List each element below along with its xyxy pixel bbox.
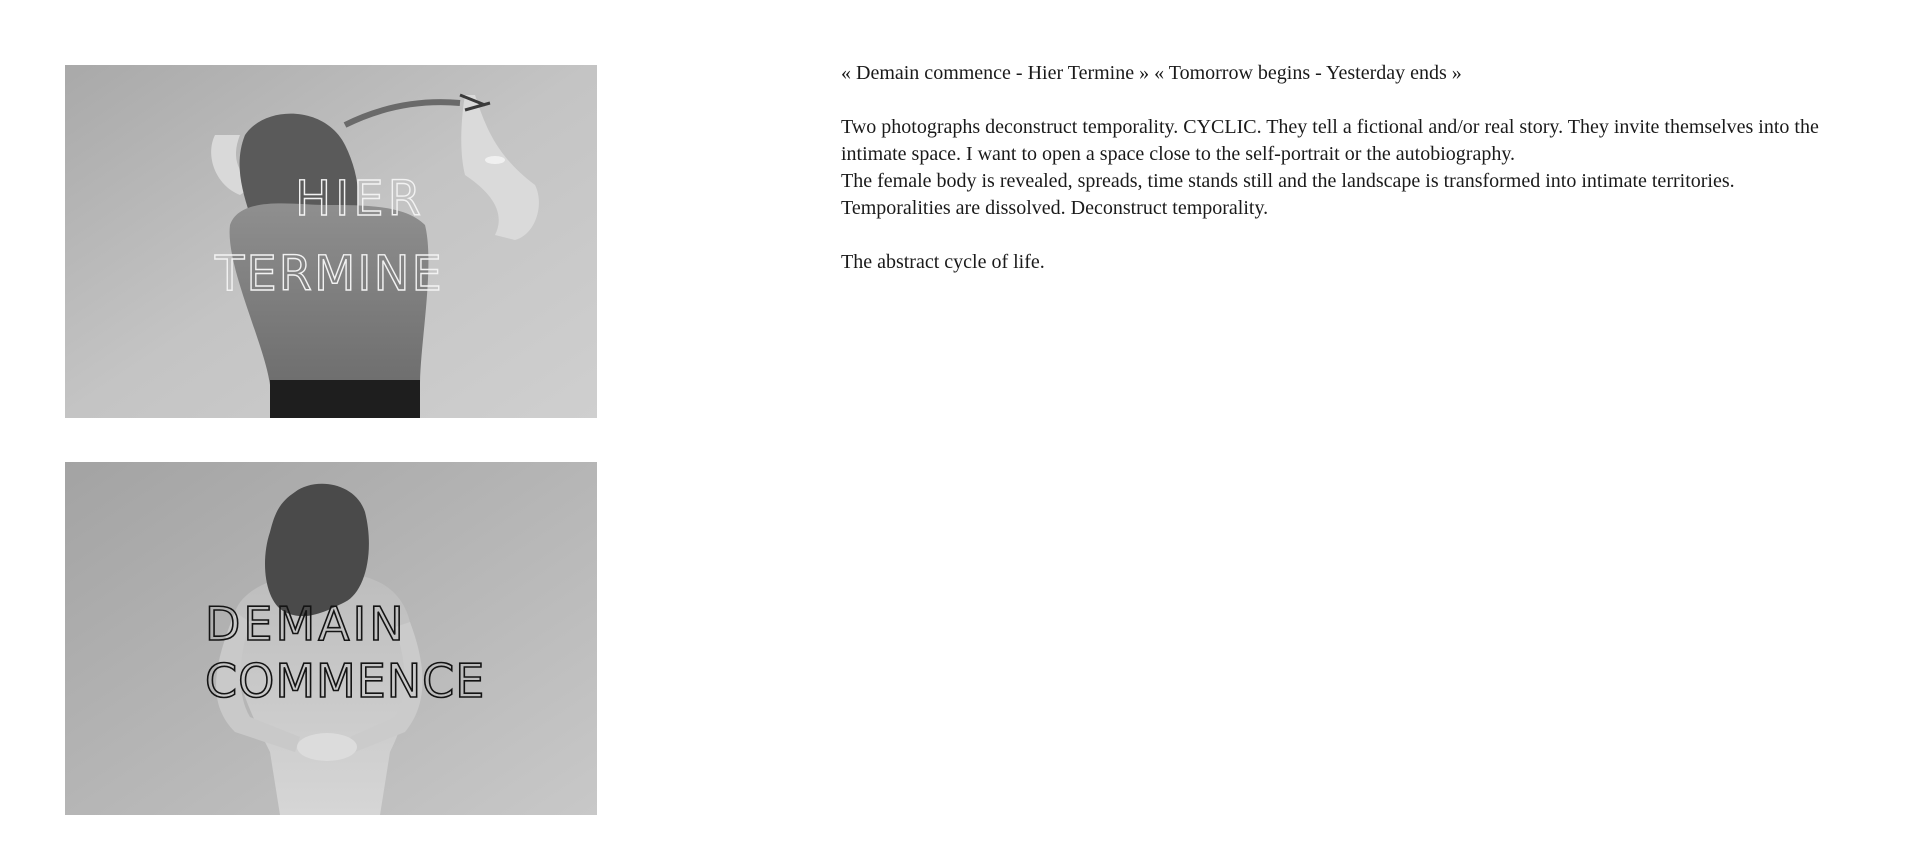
description-column [841,60,1851,276]
photo-hier-termine [65,65,597,418]
photo-demain-commence-illustration [65,462,597,815]
paragraph-1-line-3: Temporalities are dissolved. Deconstruct temporality. [841,197,1269,219]
paragraph-2: The abstract cycle of life. [841,251,1045,273]
photo-hier-termine-illustration [65,65,597,418]
photo-2-written-line1: DEMAIN [205,597,407,651]
photo-demain-commence [65,462,597,815]
paragraph-1-line-2: The female body is revealed, spreads, time stands still and the landscape is transformed into intimate territories. [841,170,1735,192]
photo-1-written-line1: HIER [295,171,425,227]
photo-1-written-line2: TERMINE [215,246,444,302]
work-title: « Demain commence - Hier Termine » « Tomorrow begins - Yesterday ends » [841,62,1462,84]
photo-2-written-line2: COMMENCE [205,654,486,708]
paragraph-1-line-1: Two photographs deconstruct temporality. CYCLIC. They tell a fictional and/or real story. They invite themselves into the intimate space. I want to open a space close to the self-portrait or the autobiography. [841,116,1819,165]
